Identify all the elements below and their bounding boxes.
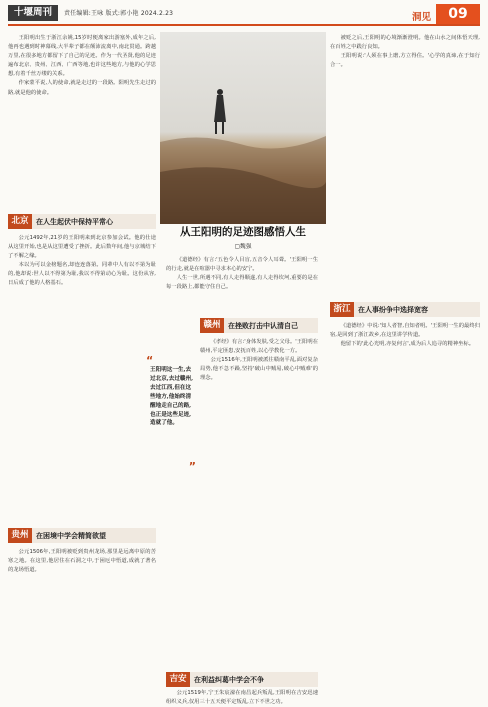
column-2-jian	[166, 689, 318, 706]
column-1-intro	[8, 34, 156, 210]
pull-quote-text: 王阳明这一生,去过北京,去过赣州,去过江西,但在这些地方,他始终清醒地走自己的路,也正是这些足迹,造就了他。	[150, 367, 194, 427]
section-banner-zhejiang	[330, 302, 480, 317]
column-3-top	[330, 34, 480, 294]
banner-tag: 赣州	[200, 318, 224, 333]
paragraph: 公元1519年,宁王朱宸濠在南昌起兵叛乱,王阳明在吉安迅速组织义兵,仅用三十五天便平定叛乱,立下不世之功。	[166, 690, 318, 706]
paragraph: 公元1506年,王阳明被贬到贵州龙场,那里是远离中原的苦寒之地。在这里,他居住在石洞之中,于困厄中悟道,成就了著名的龙场悟道。	[8, 549, 156, 574]
column-2-ganzhou	[200, 338, 318, 668]
quote-mark-close: ”	[188, 460, 196, 473]
page-header	[0, 0, 488, 26]
section-banner-beijing	[8, 214, 156, 229]
walking-figure	[214, 89, 226, 134]
page-number: 09	[436, 4, 480, 24]
paragraph: 公元1492年,21岁的王阳明来到北京参加会试。他的仕途从这里开始,也是从这里遭受了挫折。此后数年间,他与京城结下了不解之缘。	[8, 235, 156, 260]
publication-logo: 十堰周刊	[8, 5, 58, 21]
section-banner-guizhou	[8, 528, 156, 543]
hero-illustration	[160, 32, 326, 224]
banner-heading: 在人事纷争中选择宽容	[358, 305, 428, 314]
column-3-zhejiang	[330, 322, 480, 698]
banner-tag: 浙江	[330, 302, 354, 317]
paragraph: 本以为可以金榜题名,却连连落第。同辈中人有以不第为耻的,他却说:世人以不得第为耻,我以不得第动心为耻。这份从容,日后成了他的人格基石。	[8, 262, 156, 287]
article-byline: ▢魏强	[234, 244, 252, 250]
banner-tag: 吉安	[166, 672, 190, 687]
quote-mark-open: “	[146, 354, 154, 367]
header-rule	[8, 24, 480, 26]
column-1-guizhou	[8, 548, 156, 698]
banner-heading: 在利益纠葛中学会不争	[194, 675, 264, 684]
header-meta: 责任编辑:王咏 版式:郭小艳 2024.2.23	[64, 10, 174, 17]
banner-heading: 在人生起伏中保持平常心	[36, 217, 113, 226]
pull-quote	[142, 356, 198, 472]
banner-tag: 北京	[8, 214, 32, 229]
paragraph: 《道德经》有言:'五色令人目盲,五音令人耳聋。'王阳明一生的行走,就是在喧嚣中寻求本心的安宁。	[166, 257, 318, 273]
paragraph: 被贬之后,王阳明的心境渐渐澄明。他在山水之间体悟天理,在百姓之中践行良知。	[330, 35, 480, 51]
paragraph: 《孝经》有言:'身体发肤,受之父母。'王阳明在赣州,平定匪患,安抚百姓,以心学教化一方。	[200, 339, 318, 355]
column-1-beijing	[8, 234, 156, 522]
banner-heading: 在挫败打击中认清自己	[228, 321, 298, 330]
section-name: 洞见	[412, 12, 432, 23]
hero-image	[160, 32, 326, 224]
paragraph: 《道德经》中说:'知人者智,自知者明。'王阳明一生的最终归宿,是回到了浙江故乡,在这里讲学传道。	[330, 323, 480, 339]
paragraph: 公元1516年,王阳明被派往赣南平乱,面对复杂局势,他不急不躁,坚持'破山中贼易,破心中贼难'的理念。	[200, 357, 318, 382]
paragraph: 他留下的'此心光明,亦复何言',成为后人追寻的精神坐标。	[340, 341, 475, 348]
banner-tag: 贵州	[8, 528, 32, 543]
article-title: 从王阳明的足迹图感悟人生	[180, 226, 306, 238]
paragraph: 人生一世,所遇不同,有人走得顺遂,有人走得坎坷,重要的是在每一段路上,都能守住自己。	[166, 275, 318, 291]
section-banner-jian	[166, 672, 318, 687]
paragraph: 作家蒙平说,人的使命,就是走过的一段路。阳明先生走过的路,就是他的使命。	[8, 80, 156, 96]
paragraph: 王阳明说:'人须在事上磨,方立得住。'心学的真谛,在于知行合一。	[330, 53, 480, 69]
section-banner-ganzhou	[200, 318, 318, 333]
banner-heading: 在困境中学会精简欲望	[36, 531, 106, 540]
paragraph: 王阳明出生于浙江余姚,15岁时便离家出游塞外,成年之后,他再也遇到时神幕线,大半辈子都在颠沛流离中,南北贯通。跨越万里,在很多地方都留下了自己的足迹。作为一代圣贤,他的足迹遍布北京、贵州、江西、广西等地,也许这些地方,与他的心学思想,有着千丝万缕的关系。	[8, 35, 156, 78]
